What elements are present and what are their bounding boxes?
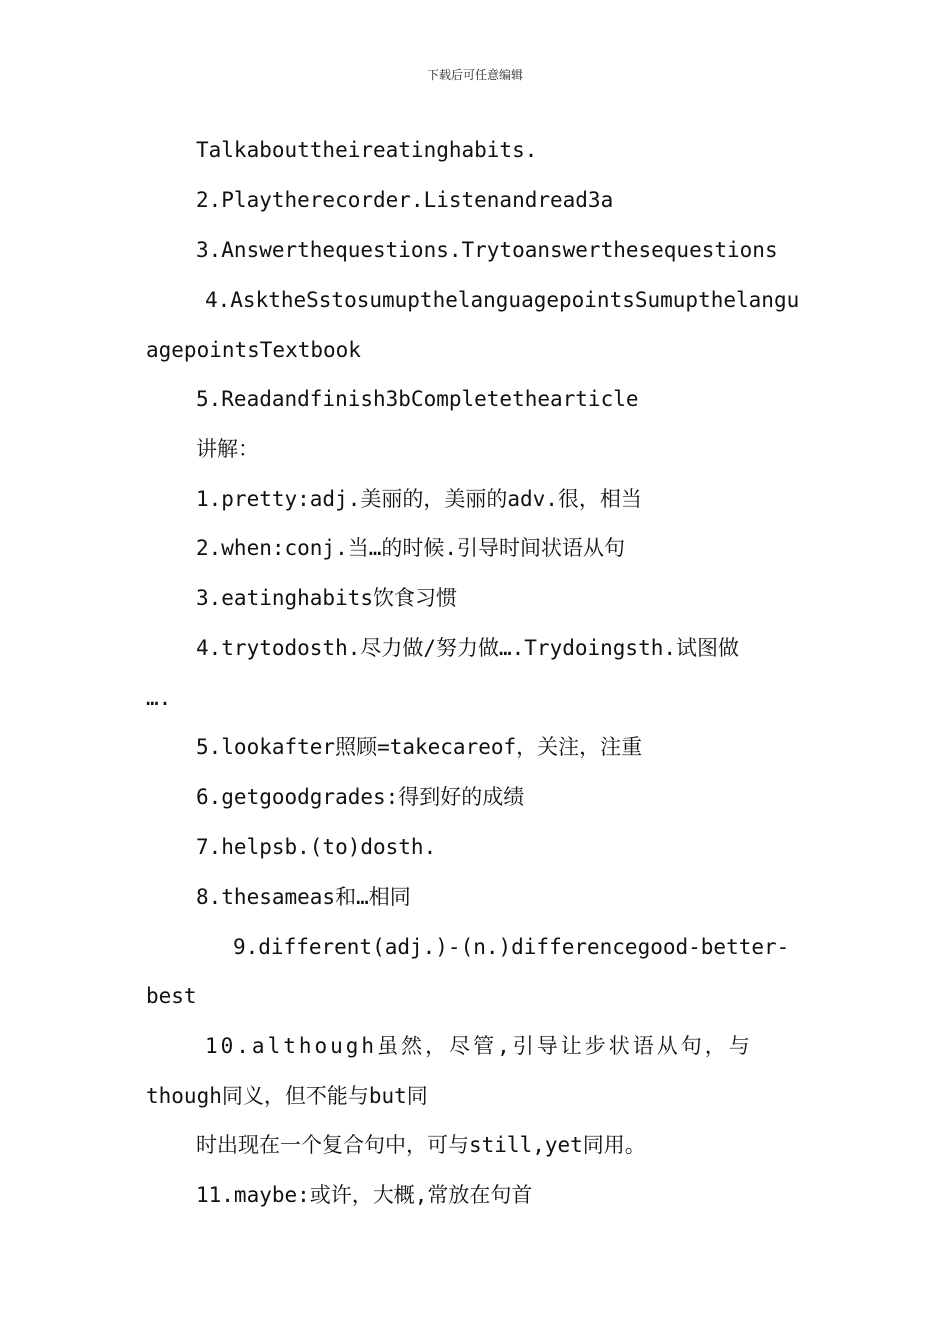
text-line: 6.getgoodgrades:得到好的成绩 xyxy=(196,785,525,809)
text-line: though同义，但不能与but同 xyxy=(146,1084,428,1108)
text-line: 2.when:conj.当…的时候.引导时间状语从句 xyxy=(196,536,626,560)
text-line: 时出现在一个复合句中，可与still,yet同用。 xyxy=(196,1133,646,1157)
text-line: 5.lookafter照顾=takecareof，关注，注重 xyxy=(196,735,643,759)
text-line: 9.different(adj.)-(n.)differencegood‐better‐ xyxy=(233,935,790,959)
text-line: 8.thesameas和…相同 xyxy=(196,885,411,909)
text-line: …. xyxy=(146,686,172,710)
text-line: 11.maybe:或许，大概,常放在句首 xyxy=(196,1183,533,1207)
text-line: 4.AsktheSstosumupthelanguagepointsSumupthelangu xyxy=(205,288,800,312)
text-line: 4.trytodosth.尽力做/努力做….Trydoingsth.试图做 xyxy=(196,636,740,660)
section-heading: 讲解： xyxy=(196,437,259,461)
text-line: Talkabouttheireatinghabits. xyxy=(196,138,538,162)
text-line: 3.eatinghabits饮食习惯 xyxy=(196,586,458,610)
text-line: 2.Playtherecorder.Listenandread3a xyxy=(196,188,614,212)
text-line: 1.pretty:adj.美丽的，美丽的adv.很，相当 xyxy=(196,487,642,511)
text-line: best xyxy=(146,984,197,1008)
text-line: 5.Readandfinish3bCompletethearticle xyxy=(196,387,639,411)
text-line: agepointsTextbook xyxy=(146,338,361,362)
text-line: 3.Answerthequestions.Trytoanswerthesequestions xyxy=(196,238,778,262)
text-line: 7.helpsb.(to)dosth. xyxy=(196,835,437,859)
text-line: 10.although虽然，尽管,引导让步状语从句，与 xyxy=(205,1034,753,1058)
page-header: 下载后可任意编辑 xyxy=(426,68,523,82)
